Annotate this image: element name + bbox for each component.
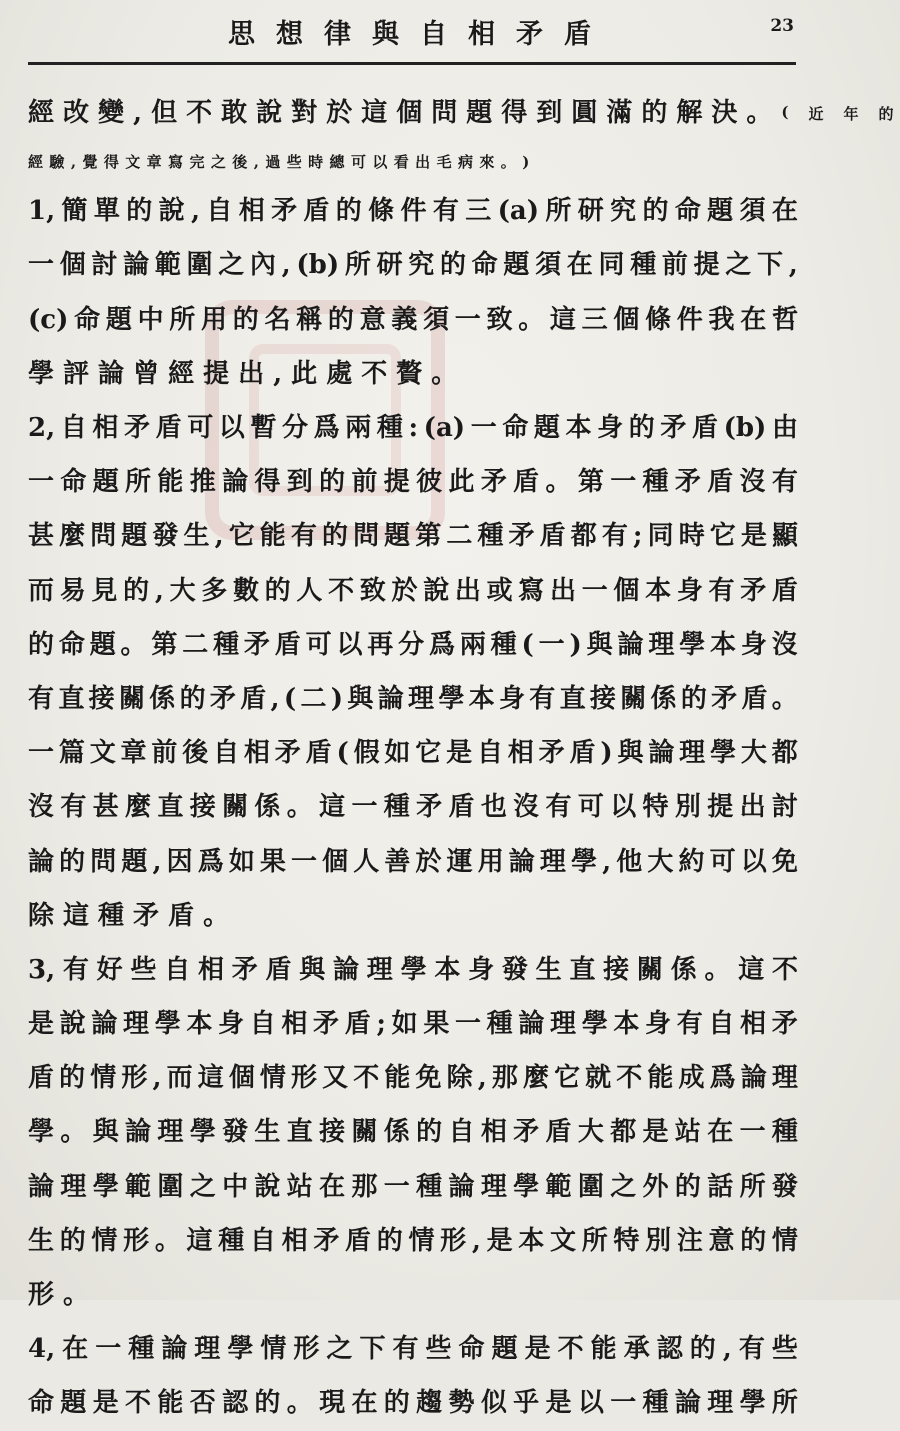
text-line: 學 評 論 曾 經 提 出 , 此 處 不 贅 。 [28, 358, 458, 389]
text-line: 3, 有 好 些 自 相 矛 盾 與 論 理 學 本 身 發 生 直 接 關 係 。 這 不 [28, 954, 798, 985]
header-rule [28, 62, 796, 65]
text-line: 經 改 變 , 但 不 敢 說 對 於 這 個 問 題 得 到 圓 滿 的 解 決 。 ( 近 年 的 [28, 98, 894, 129]
text-line: 4, 在 一 種 論 理 學 情 形 之 下 有 些 命 題 是 不 能 承 認 的 , 有 些 [28, 1334, 798, 1365]
text-line: 有 直 接 關 係 的 矛 盾 , ( 二 ) 與 論 理 學 本 身 有 直 接 關 係 的 矛 盾 。 [28, 683, 798, 714]
text-line: 盾 的 情 形 , 而 這 個 情 形 又 不 能 免 除 , 那 麼 它 就 不 能 成 爲 論 理 [28, 1063, 798, 1094]
text-line: 除 這 種 矛 盾 。 [28, 900, 230, 931]
body-text [28, 86, 894, 1431]
text-line: 一 命 題 所 能 推 論 得 到 的 前 提 彼 此 矛 盾 。 第 一 種 矛 盾 沒 有 [28, 467, 798, 498]
text-line: 一 篇 文 章 前 後 自 相 矛 盾 ( 假 如 它 是 自 相 矛 盾 ) 與 論 理 學 大 都 [28, 738, 798, 769]
inline-note: ( 近 年 的 [781, 102, 894, 123]
text-line: 論 的 問 題 , 因 爲 如 果 一 個 人 善 於 運 用 論 理 學 , 他 大 約 可 以 免 [28, 846, 798, 877]
text-line: (c) 命 題 中 所 用 的 名 稱 的 意 義 須 一 致 。 這 三 個 條 件 我 在 哲 [28, 304, 798, 335]
text-line: 經 驗 , 覺 得 文 章 寫 完 之 後 , 過 些 時 總 可 以 看 出 毛 病 來 。 ) [28, 152, 530, 171]
page-number: 23 [770, 16, 794, 36]
text-line: 一 個 討 論 範 圍 之 內 , (b) 所 研 究 的 命 題 須 在 同 種 前 提 之 下 , [28, 250, 798, 281]
text-line: 學 。 與 論 理 學 發 生 直 接 關 係 的 自 相 矛 盾 大 都 是 站 在 一 種 [28, 1117, 798, 1148]
text-line: 甚 麼 問 題 發 生 , 它 能 有 的 問 題 第 二 種 矛 盾 都 有 ; 同 時 它 是 顯 [28, 521, 798, 552]
text-line: 論 理 學 範 圍 之 中 說 站 在 那 一 種 論 理 學 範 圍 之 外 的 話 所 發 [28, 1171, 798, 1202]
text-line: 命 題 是 不 能 否 認 的 。 現 在 的 趨 勢 似 乎 是 以 一 種 論 理 學 所 [28, 1388, 798, 1419]
text-line: 沒 有 甚 麼 直 接 關 係 。 這 一 種 矛 盾 也 沒 有 可 以 特 別 提 出 討 [28, 792, 798, 823]
running-title: 思想律與自相矛盾 [228, 19, 612, 50]
text-line: 形 。 [28, 1280, 90, 1311]
page-header [28, 8, 798, 48]
text-line: 1, 簡 單 的 說 , 自 相 矛 盾 的 條 件 有 三 (a) 所 研 究 的 命 題 須 在 [28, 196, 798, 227]
text-line: 而 易 見 的 , 大 多 數 的 人 不 致 於 說 出 或 寫 出 一 個 本 身 有 矛 盾 [28, 575, 798, 606]
text-line: 是 說 論 理 學 本 身 自 相 矛 盾 ; 如 果 一 種 論 理 學 本 身 有 自 相 矛 [28, 1009, 798, 1040]
text-line: 2, 自 相 矛 盾 可 以 暫 分 爲 兩 種 : (a) 一 命 題 本 身 的 矛 盾 (b) 由 [28, 413, 798, 444]
text-line: 生 的 情 形 。 這 種 自 相 矛 盾 的 情 形 , 是 本 文 所 特 別 注 意 的 情 [28, 1225, 798, 1256]
text-line: 的 命 題 。 第 二 種 矛 盾 可 以 再 分 爲 兩 種 ( 一 ) 與 論 理 學 本 身 沒 [28, 629, 798, 660]
